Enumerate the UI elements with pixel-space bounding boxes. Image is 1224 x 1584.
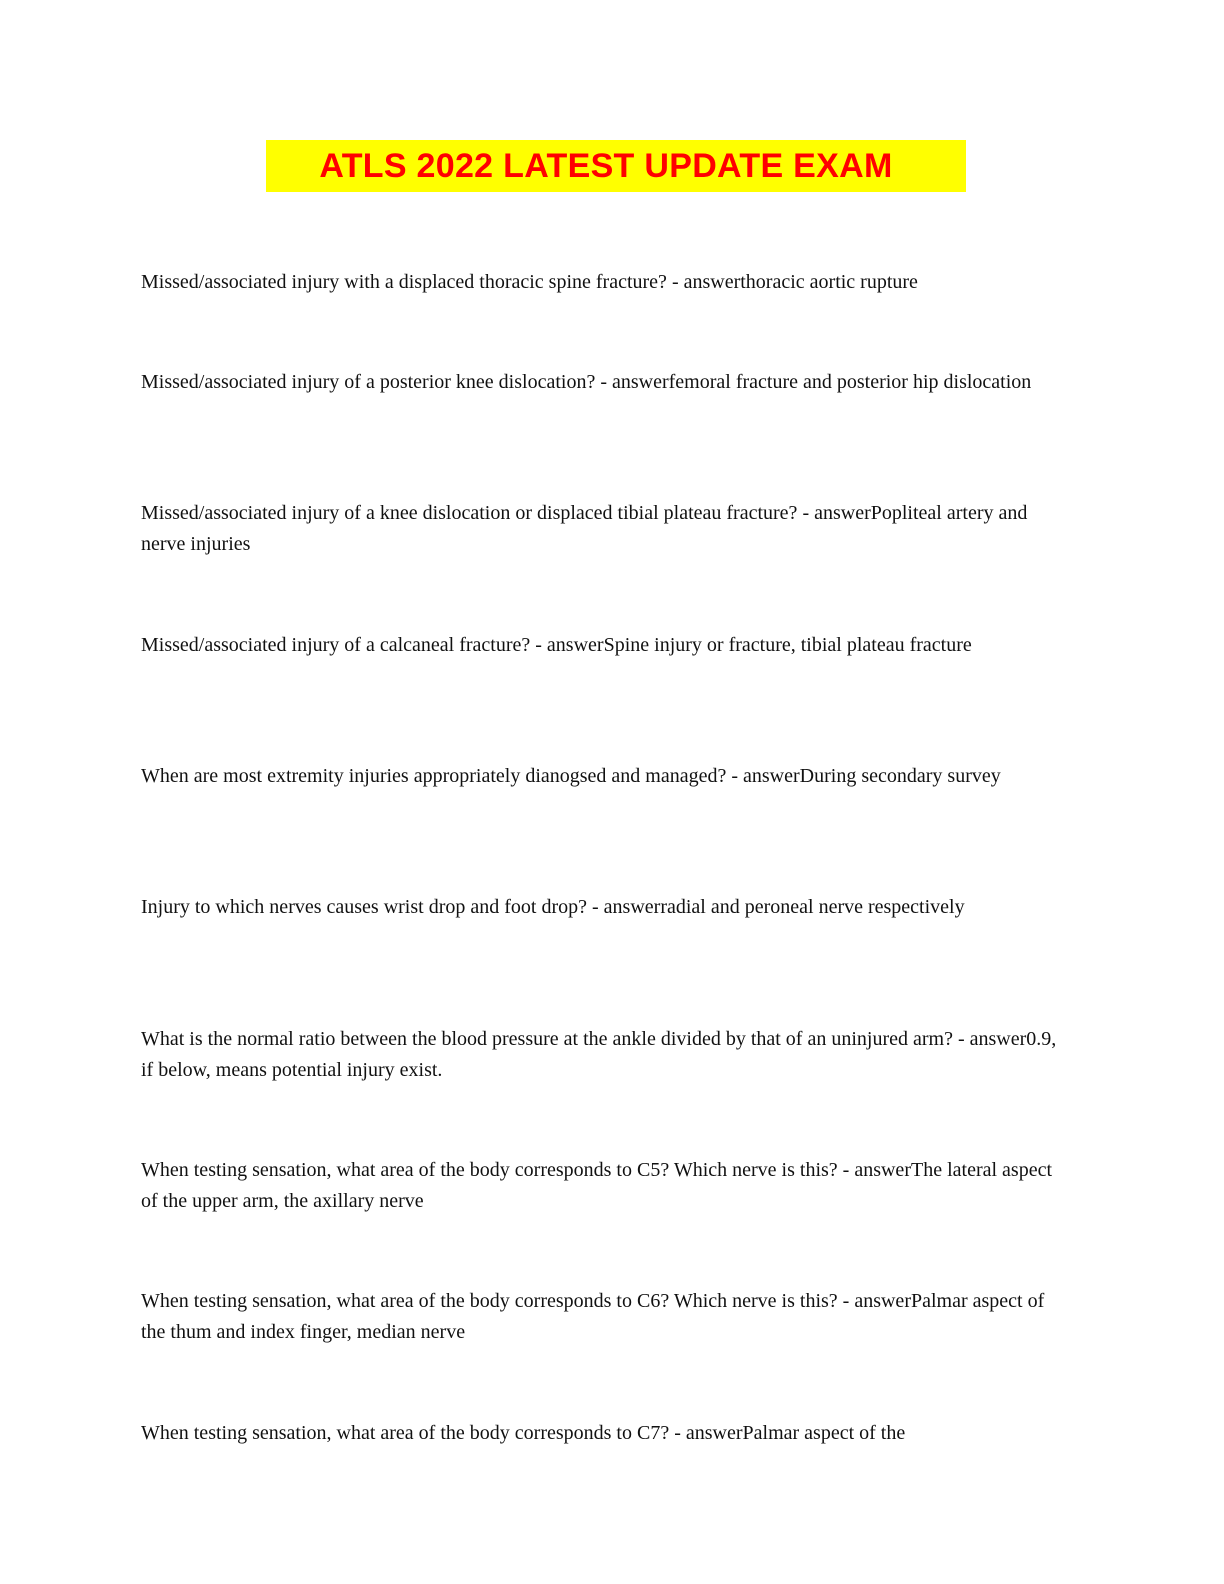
answer-prefix: - answer [797, 502, 871, 524]
question-text: When testing sensation, what area of the body corresponds to C5? Which nerve is this? [141, 1159, 838, 1181]
question-text: When testing sensation, what area of the body corresponds to C6? Which nerve is this? [141, 1290, 838, 1312]
answer-prefix: - answer [666, 271, 741, 293]
qa-item [141, 367, 1071, 398]
answer-prefix: - answer [669, 1422, 743, 1444]
qa-item [141, 1418, 1071, 1449]
question-text: Missed/associated injury of a posterior knee dislocation? [141, 371, 596, 393]
answer-prefix: - answer [952, 1028, 1027, 1050]
answer-text: Spine injury or fracture, tibial plateau fracture [603, 634, 972, 656]
qa-item [141, 1024, 1071, 1086]
qa-item [141, 892, 1071, 923]
answer-prefix: - answer [837, 1159, 911, 1181]
qa-item [141, 267, 1071, 298]
answer-text: 0.9, if below, means potential injury exist. [141, 1028, 1057, 1081]
qa-item [141, 630, 1071, 661]
answer-text: thoracic aortic rupture [740, 271, 918, 293]
question-text: Missed/associated injury of a calcaneal fracture? [141, 634, 531, 656]
qa-item [141, 1155, 1071, 1217]
answer-text: During secondary survey [799, 765, 1001, 787]
question-text: When testing sensation, what area of the body corresponds to C7? [141, 1422, 670, 1444]
question-text: Missed/associated injury of a knee dislocation or displaced tibial plateau fracture? [141, 502, 798, 524]
question-text: What is the normal ratio between the blood pressure at the ankle divided by that of an uninjured arm? [141, 1028, 953, 1050]
qa-item [141, 761, 1071, 792]
answer-text: The lateral aspect of the upper arm, the axillary nerve [141, 1159, 1053, 1212]
answer-prefix: - answer [587, 896, 661, 918]
title-highlight [266, 140, 966, 192]
answer-prefix: - answer [595, 371, 669, 393]
qa-item [141, 1286, 1071, 1348]
question-text: Missed/associated injury with a displaced thoracic spine fracture? [141, 271, 667, 293]
question-text: Injury to which nerves causes wrist drop and foot drop? [141, 896, 587, 918]
answer-prefix: - answer [837, 1290, 911, 1312]
answer-text: Palmar aspect of the thum and index finger, median nerve [141, 1290, 1045, 1343]
question-text: When are most extremity injuries appropriately dianogsed and managed? [141, 765, 727, 787]
answer-text: femoral fracture and posterior hip dislocation [668, 371, 1032, 393]
answer-text: Popliteal artery and nerve injuries [141, 502, 1028, 555]
answer-prefix: - answer [530, 634, 604, 656]
answer-text: Palmar aspect of the [742, 1422, 906, 1444]
answer-prefix: - answer [726, 765, 800, 787]
answer-text: radial and peroneal nerve respectively [660, 896, 965, 918]
qa-item [141, 498, 1071, 560]
page-title: ATLS 2022 LATEST UPDATE EXAM [319, 147, 893, 185]
